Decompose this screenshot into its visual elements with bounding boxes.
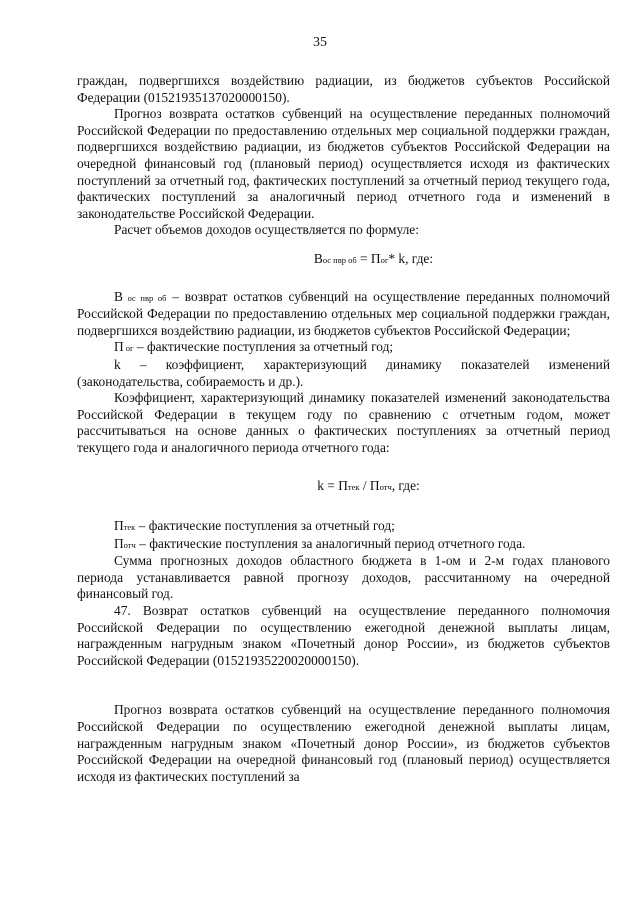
page-number: 35 (313, 35, 327, 50)
blank-space (77, 669, 610, 702)
paragraph-forecast-donor: Прогноз возврата остатков субвенций на осуществление переданного полномочия Российской Федерации по осуществлению ежегодной денежной выплаты лицам, награжденным нагрудным знаком «Почетный донор России», из бюджетов субъектов Российской Федерации на очередной финансовый год (плановый период) осуществляется исходя из фактических поступлений за (77, 702, 610, 784)
definition-ptek: Птек – фактические поступления за отчетный год; (114, 518, 395, 534)
paragraph-formula-intro: Расчет объемов доходов осуществляется по формуле: (114, 222, 419, 238)
definition-k: k – коэффициент, характеризующий динамику показателей изменений (законодательства, собираемость и др.). (77, 356, 610, 389)
document-body (77, 73, 610, 785)
paragraph-coefficient: Коэффициент, характеризующий динамику показателей изменений законодательства Российской Федерации в текущем году по сравнению с отчетным годом, может рассчитываться на основе данных о фактических поступлениях за отчетный период текущего года и аналогичного периода отчетного года: (77, 390, 610, 455)
paragraph-continuation: граждан, подвергшихся воздействию радиации, из бюджетов субъектов Российской Федерации (01521935137020000150). (77, 73, 610, 105)
paragraph-item-47: 47. Возврат остатков субвенций на осуществление переданного полномочия Российской Федерации по осуществлению ежегодной денежной выплаты лицам, награжденным нагрудным знаком «Почетный донор России», из бюджетов субъектов Российской Федерации (01521935220020000150). (77, 603, 610, 668)
definition-potch: Потч – фактические поступления за аналогичный период отчетного года. (114, 535, 526, 551)
formula-coefficient: k = Птек / Потч, где: (317, 478, 420, 494)
definition-p: П ог – фактические поступления за отчетный год; (114, 339, 394, 355)
paragraph-forecast: Прогноз возврата остатков субвенций на осуществление переданных полномочий Российской Федерации по предоставлению отдельных мер социальной поддержки граждан, подвергшихся воздействию радиации, из бюджетов субъектов Российской Федерации на очередной финансовый год (плановый период) осуществляется исходя из фактических поступлений за отчетный год, фактических поступлений за отчетный период текущего года, фактических поступлений за аналогичный период отчетного года и изменений в законодательстве Российской Федерации. (77, 106, 610, 221)
formula-volume: Вос пвр об = Пог* k, где: (313, 250, 434, 266)
definition-b: В ос пвр об – возврат остатков субвенций на осуществление переданных полномочий Российской Федерации по предоставлению отдельных мер социальной поддержки граждан, подвергшихся воздействию радиации, из бюджетов субъектов Российской Федерации; (77, 288, 610, 338)
paragraph-planning-period: Сумма прогнозных доходов областного бюджета в 1-ом и 2-м годах планового периода устанавливается равной прогнозу доходов, рассчитанному на очередной финансовый год. (77, 553, 610, 602)
